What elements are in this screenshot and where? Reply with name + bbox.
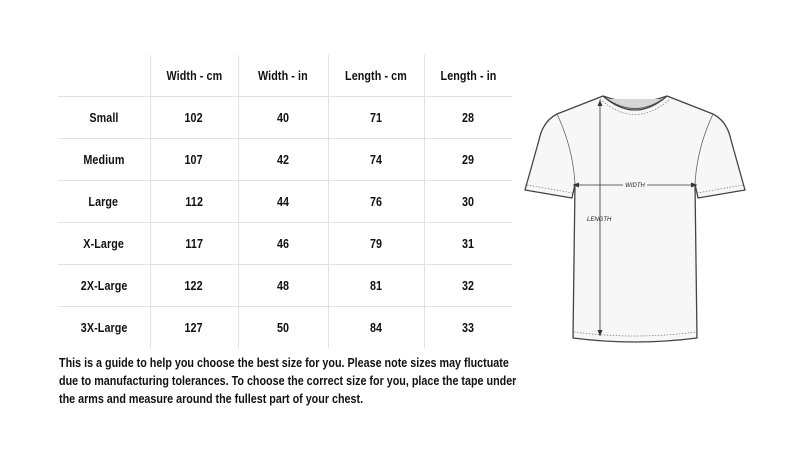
table-row [58, 181, 512, 223]
length-in-cell: 29 [424, 139, 512, 181]
width-in-cell: 46 [238, 223, 328, 265]
width-in-cell: 40 [238, 97, 328, 139]
length-cm-cell: 84 [328, 307, 424, 349]
length-in-cell: 30 [424, 181, 512, 223]
length-cm-cell: 74 [328, 139, 424, 181]
size-chart-table [58, 55, 512, 348]
length-cm-cell: 81 [328, 265, 424, 307]
length-cm-cell: 79 [328, 223, 424, 265]
width-in-cell: 48 [238, 265, 328, 307]
shirt-outline [525, 96, 745, 342]
width-cm-cell: 127 [150, 307, 238, 349]
width-cm-cell: 102 [150, 97, 238, 139]
header-row [58, 55, 512, 97]
t-shirt-diagram [515, 88, 755, 350]
width-in-cell: 42 [238, 139, 328, 181]
length-cm-cell: 76 [328, 181, 424, 223]
width-in-cell: 50 [238, 307, 328, 349]
sizing-note [59, 354, 529, 408]
width-cm-cell: 107 [150, 139, 238, 181]
length-in-cell: 31 [424, 223, 512, 265]
header-empty [58, 55, 150, 97]
length-in-cell: 33 [424, 307, 512, 349]
header-width-cm: Width - cm [150, 55, 238, 97]
size-label: Small [58, 97, 150, 139]
size-label: Medium [58, 139, 150, 181]
t-shirt-diagram-icon [515, 88, 755, 350]
table-row [58, 307, 512, 349]
width-cm-cell: 112 [150, 181, 238, 223]
length-cm-cell: 71 [328, 97, 424, 139]
size-label: 2X-Large [58, 265, 150, 307]
width-in-cell: 44 [238, 181, 328, 223]
header-width-in: Width - in [238, 55, 328, 97]
header-length-cm: Length - cm [328, 55, 424, 97]
size-label: Large [58, 181, 150, 223]
table-row [58, 223, 512, 265]
sizing-note-text: This is a guide to help you choose the best size for you. Please note sizes may fluctuate due to manufacturing tolerances. To choose the correct size for you, place the tape under the arms and measure around the fullest part of your chest. [59, 356, 517, 406]
header-length-in: Length - in [424, 55, 512, 97]
width-cm-cell: 117 [150, 223, 238, 265]
size-label: X-Large [58, 223, 150, 265]
size-label: 3X-Large [58, 307, 150, 349]
length-in-cell: 32 [424, 265, 512, 307]
table-row [58, 97, 512, 139]
table-row [58, 265, 512, 307]
table-row [58, 139, 512, 181]
length-in-cell: 28 [424, 97, 512, 139]
length-label: LENGTH [587, 217, 612, 223]
width-cm-cell: 122 [150, 265, 238, 307]
width-label: WIDTH [625, 183, 645, 189]
